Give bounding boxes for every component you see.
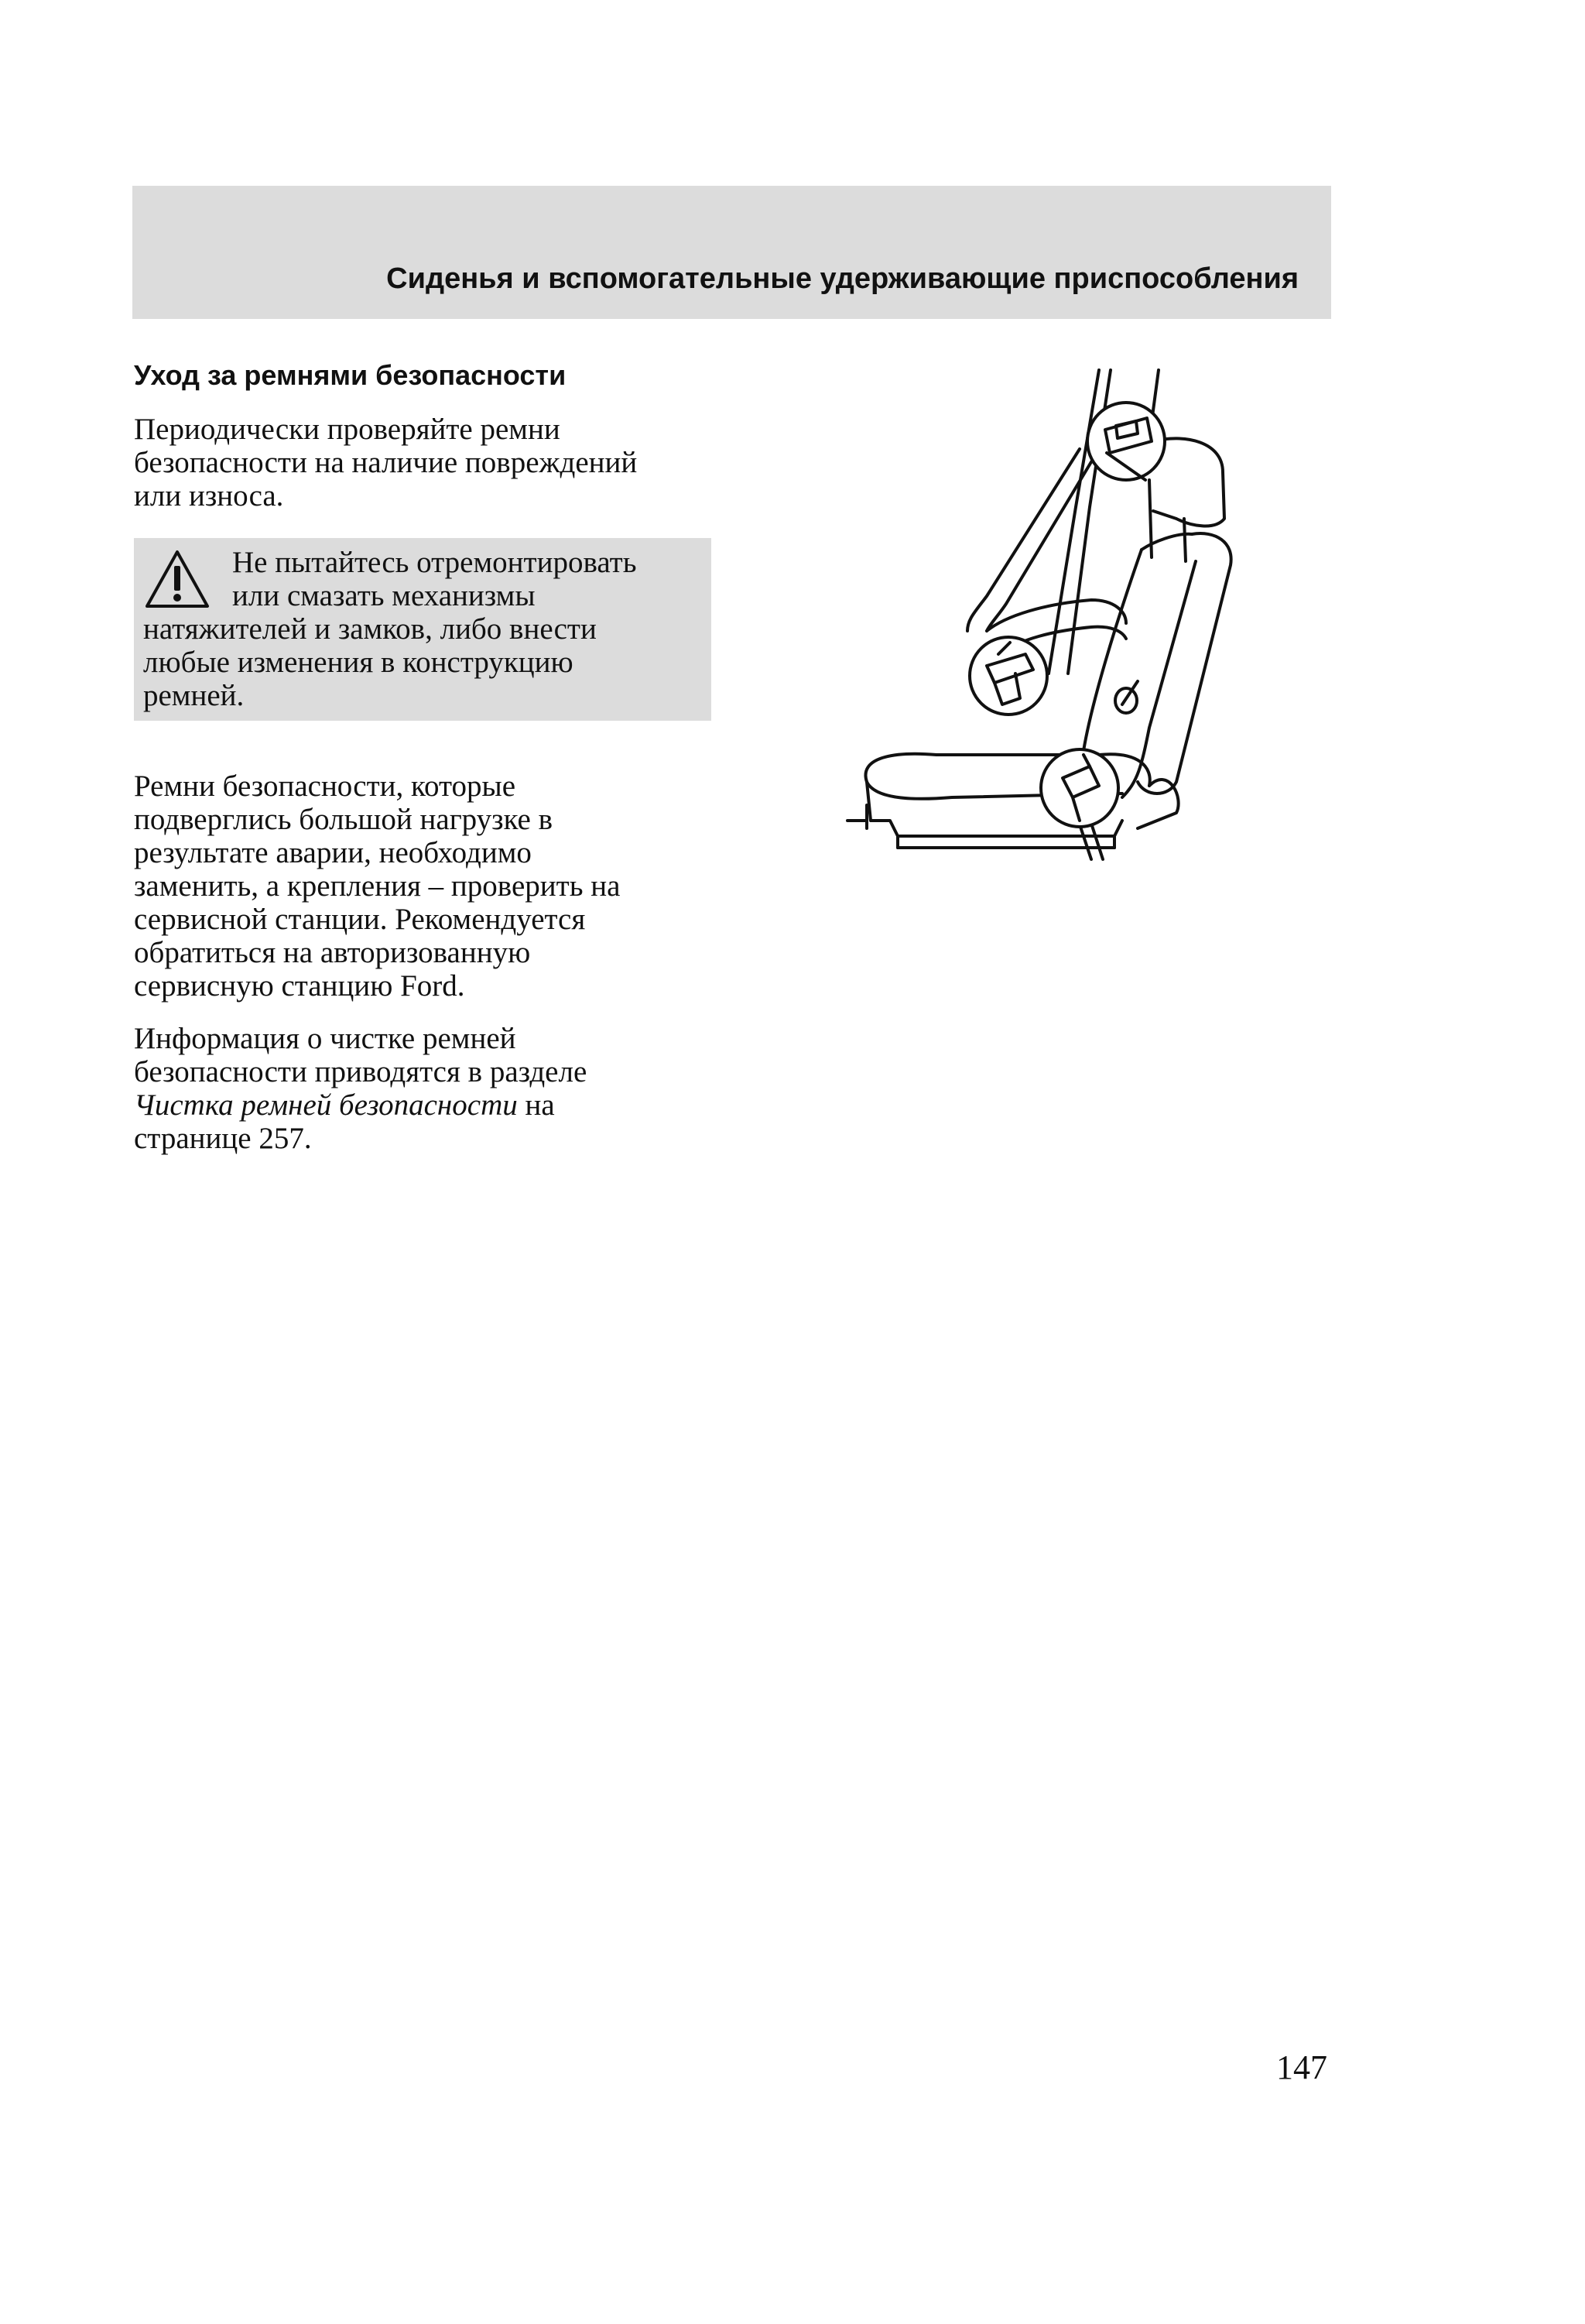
paragraph-line: Информация о чистке ремней bbox=[134, 1022, 516, 1055]
warning-line: натяжителей и замков, либо внести bbox=[143, 612, 597, 646]
warning-text bbox=[143, 546, 704, 712]
page-number: 147 bbox=[1276, 2048, 1327, 2086]
warning-line: любые изменения в конструкцию bbox=[143, 646, 573, 679]
intro-line: безопасности на наличие повреждений bbox=[134, 446, 638, 479]
warning-line: или смазать механизмы bbox=[232, 579, 536, 612]
chapter-title: Сиденья и вспомогательные удерживающие приспособления bbox=[386, 262, 1299, 295]
warning-line: Не пытайтесь отремонтировать bbox=[232, 546, 637, 579]
paragraph-line: странице 257. bbox=[134, 1122, 312, 1155]
crash-replacement-paragraph bbox=[134, 770, 738, 1003]
intro-paragraph bbox=[134, 413, 738, 512]
section-heading: Уход за ремнями безопасности bbox=[134, 359, 567, 391]
paragraph-line: сервисную станцию Ford. bbox=[134, 969, 465, 1003]
warning-line: ремней. bbox=[143, 679, 245, 712]
paragraph-line bbox=[134, 1088, 738, 1122]
warning-box bbox=[134, 538, 711, 721]
paragraph-text: на bbox=[517, 1088, 555, 1122]
paragraph-line: заменить, а крепления – проверить на bbox=[134, 869, 621, 903]
paragraph-line: сервисной станции. Рекомендуется bbox=[134, 903, 586, 936]
seat-belt-illustration bbox=[844, 364, 1254, 913]
paragraph-line: обратиться на авторизованную bbox=[134, 936, 531, 969]
cleaning-reference-paragraph bbox=[134, 1022, 738, 1155]
cross-reference-link[interactable]: Чистка ремней безопасности bbox=[134, 1088, 518, 1122]
intro-line: Периодически проверяйте ремни bbox=[134, 413, 560, 446]
intro-line: или износа. bbox=[134, 479, 284, 512]
header-band bbox=[132, 186, 1331, 319]
paragraph-line: результате аварии, необходимо bbox=[134, 836, 532, 869]
paragraph-line: безопасности приводятся в разделе bbox=[134, 1055, 587, 1088]
paragraph-line: подверглись большой нагрузке в bbox=[134, 803, 553, 836]
paragraph-line: Ремни безопасности, которые bbox=[134, 770, 516, 803]
